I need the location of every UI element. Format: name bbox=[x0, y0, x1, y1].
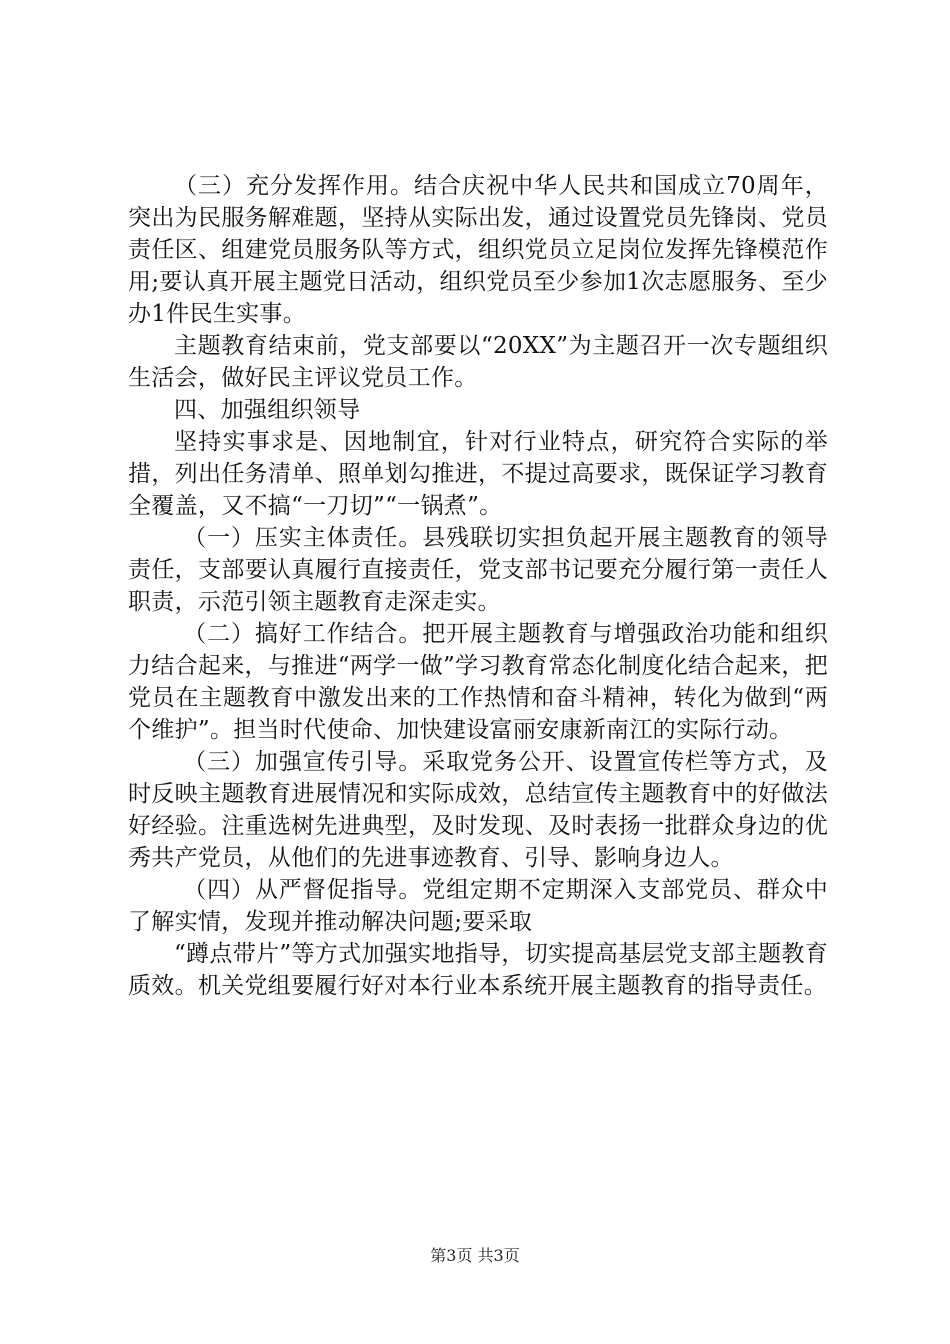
paragraph-work-combination: （二）搞好工作结合。把开展主题教育与增强政治功能和组织力结合起来，与推进“两学一做”学习教育常态化制度化结合起来，把党员在主题教育中激发出来的工作热情和奋斗精神，转化为做到“两个维护”。担当时代使命、加快建设富丽安康新南江的实际行动。 bbox=[128, 621, 828, 743]
document-body bbox=[128, 170, 828, 1002]
paragraph-supervision-continued: “蹲点带片”等方式加强实地指导，切实提高基层党支部主题教育质效。机关党组要履行好对本行业本系统开展主题教育的指导责任。 bbox=[128, 941, 828, 999]
paragraph-organizational-life-meeting: 主题教育结束前，党支部要以“20XX”为主题召开一次专题组织生活会，做好民主评议党员工作。 bbox=[128, 333, 828, 391]
paragraph-main-responsibility: （一）压实主体责任。县残联切实担负起开展主题教育的领导责任，支部要认真履行直接责任，党支部书记要充分履行第一责任人职责，示范引领主题教育走深走实。 bbox=[128, 525, 828, 615]
paragraph-seek-truth: 坚持实事求是、因地制宜，针对行业特点，研究符合实际的举措，列出任务清单、照单划勾推进，不提过高要求，既保证学习教育全覆盖，又不搞“一刀切”“一锅煮”。 bbox=[128, 429, 828, 519]
section-heading-strengthen-leadership: 四、加强组织领导 bbox=[174, 397, 361, 423]
paragraph-publicity-guidance: （三）加强宣传引导。采取党务公开、设置宣传栏等方式，及时反映主题教育进展情况和实际成效，总结宣传主题教育中的好做法好经验。注重选树先进典型，及时发现、及时表扬一批群众身边的优秀共产党员，从他们的先进事迹教育、引导、影响身边人。 bbox=[128, 749, 828, 871]
page-footer: 第3页 共3页 bbox=[430, 1246, 520, 1265]
paragraph-fully-play-role: （三）充分发挥作用。结合庆祝中华人民共和国成立70周年，突出为民服务解难题，坚持从实际出发，通过设置党员先锋岗、党员责任区、组建党员服务队等方式，组织党员立足岗位发挥先锋模范作用;要认真开展主题党日活动，组织党员至少参加1次志愿服务、至少办1件民生实事。 bbox=[128, 173, 828, 327]
paragraph-strict-supervision: （四）从严督促指导。党组定期不定期深入支部党员、群众中了解实情，发现并推动解决问题;要采取 bbox=[128, 877, 828, 935]
